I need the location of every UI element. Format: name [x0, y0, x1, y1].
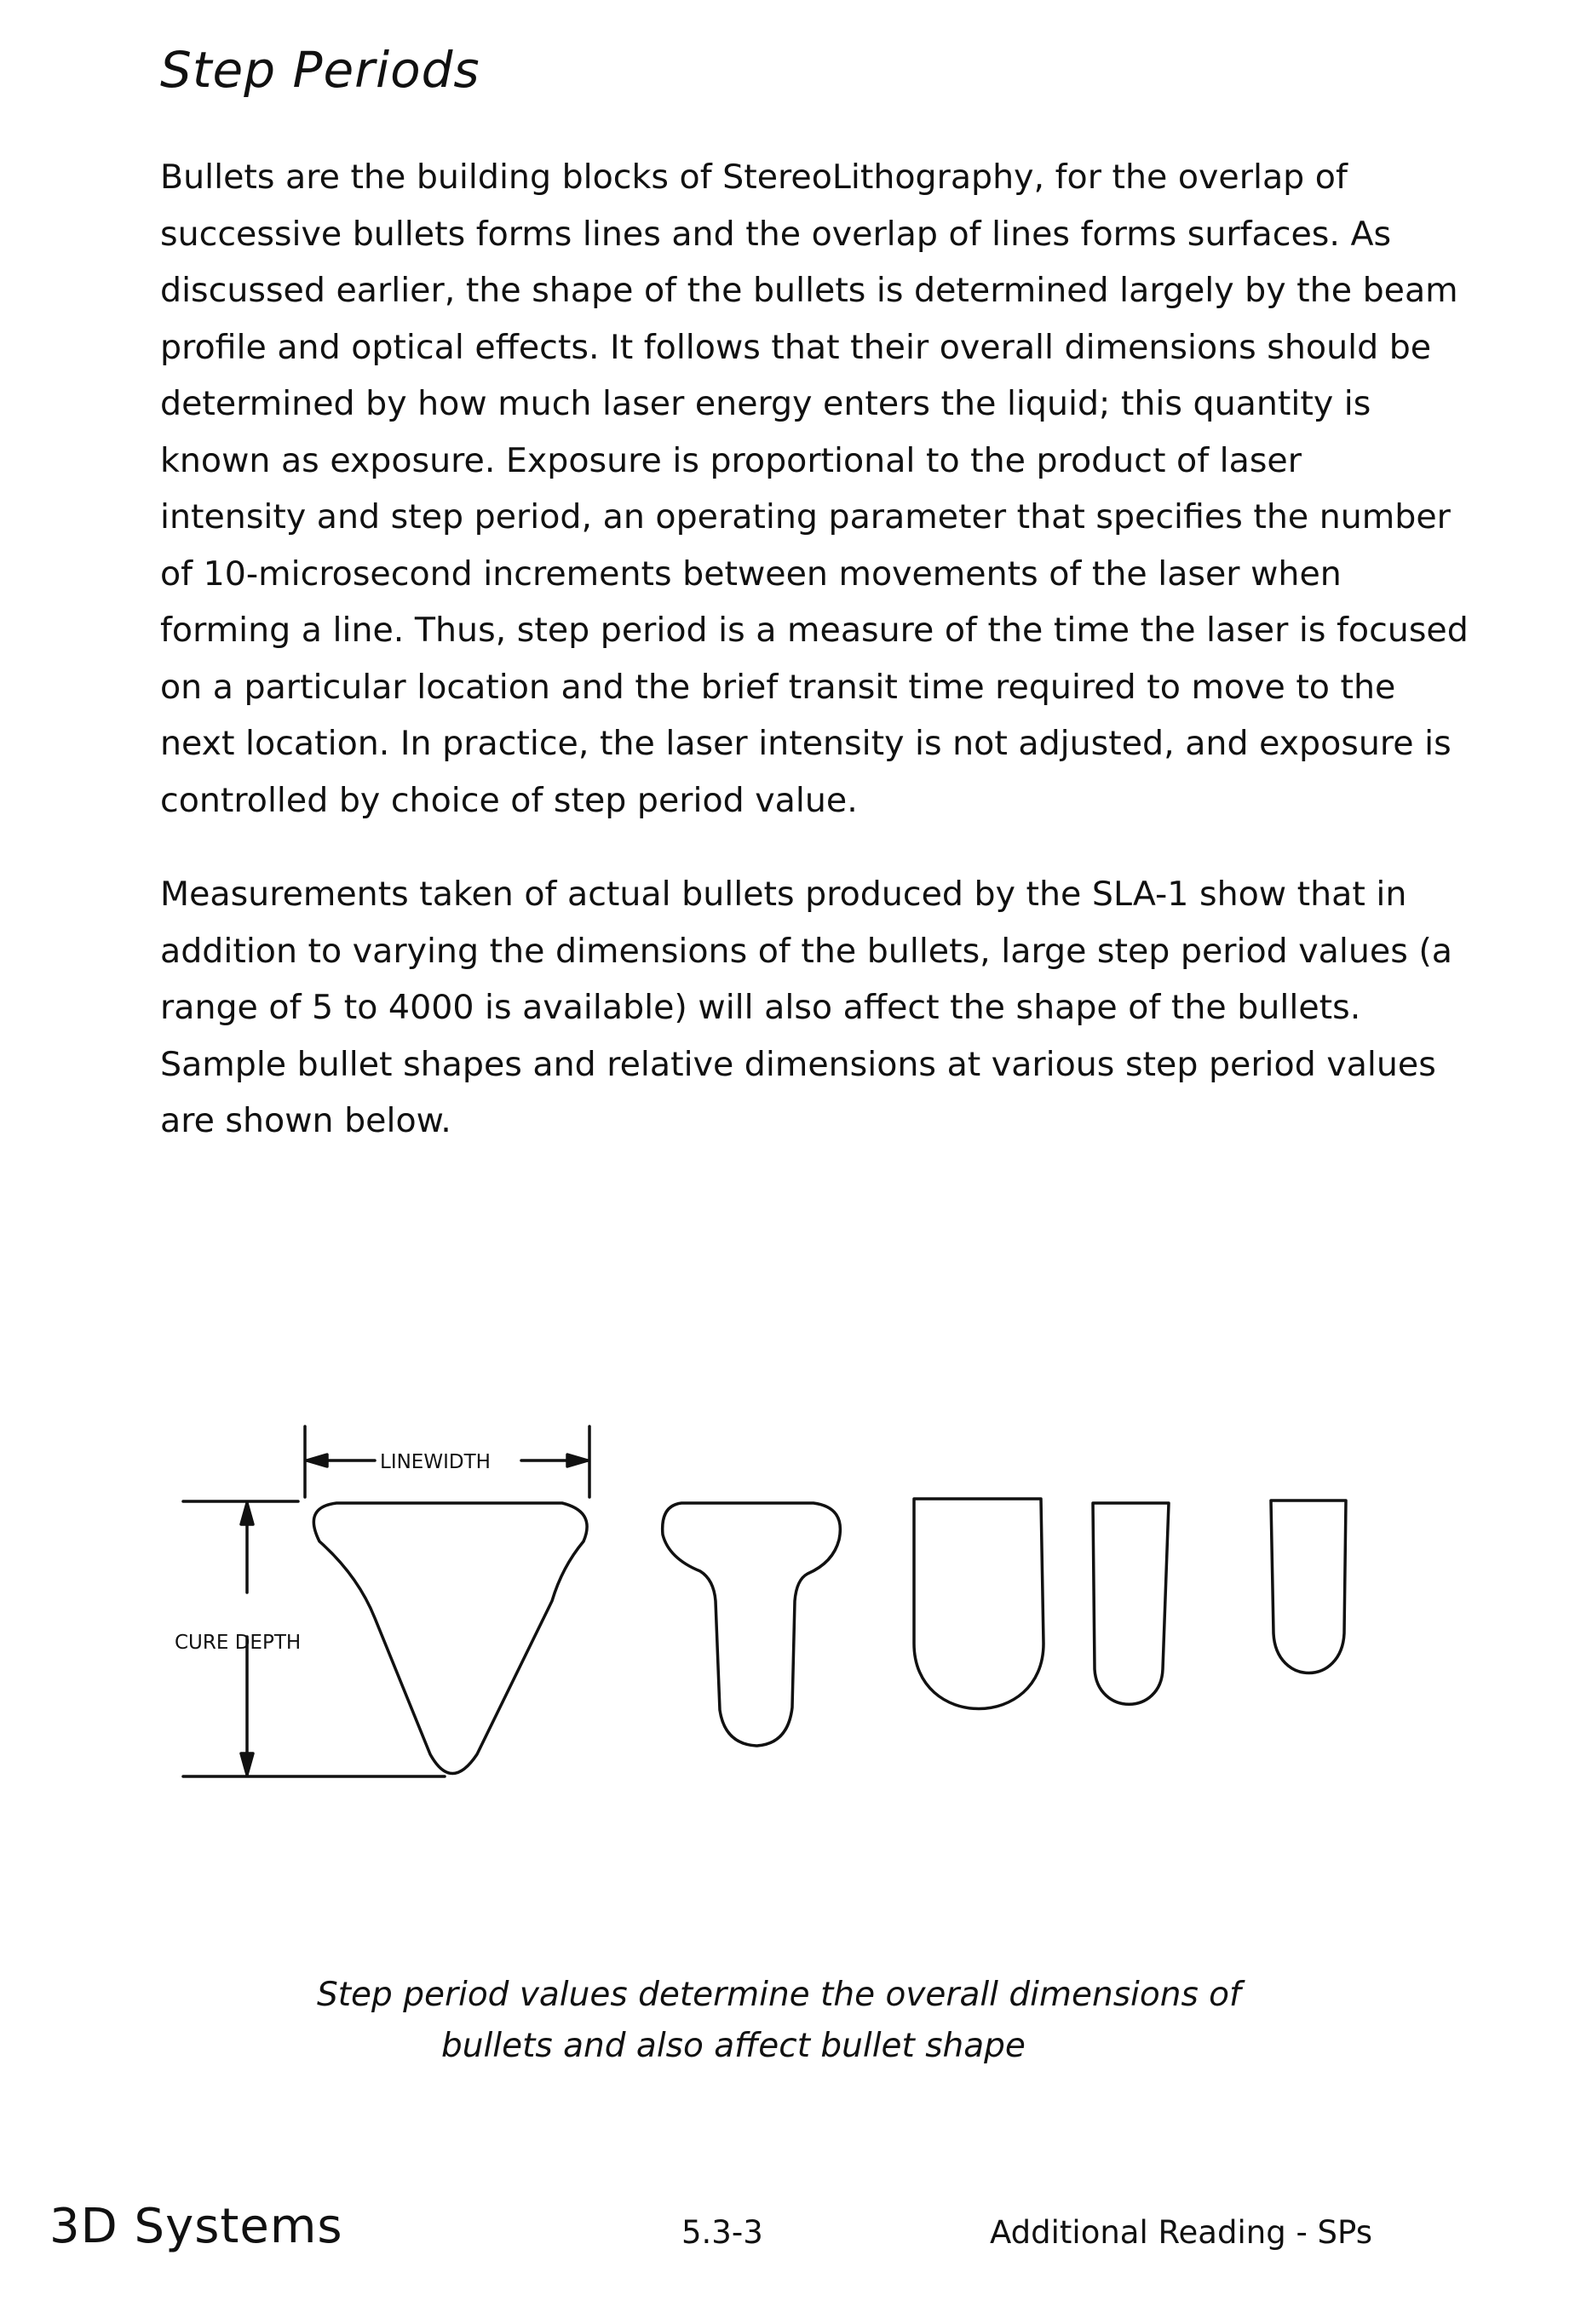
text-line: determined by how much laser energy enters the liquid; this quantity is: [160, 376, 1489, 433]
footer-page-number: 5.3-3: [681, 2214, 763, 2251]
text-line: forming a line. Thus, step period is a measure of the time the laser is focused: [160, 602, 1489, 659]
bullet-shape-2: [663, 1503, 841, 1746]
cure-depth-label: CURE DEPTH: [175, 1632, 301, 1654]
bullet-diagram: [0, 1397, 1581, 1805]
bullet-shape-4: [1093, 1503, 1169, 1704]
text-line: known as exposure. Exposure is proportional to the product of laser: [160, 433, 1489, 490]
text-line: of 10-microsecond increments between movements of the laser when: [160, 546, 1489, 603]
page-title: Step Periods: [160, 41, 480, 99]
linewidth-arrowhead-right: [567, 1455, 588, 1466]
footer-brand: 3D Systems: [49, 2199, 343, 2254]
bullet-shape-3: [914, 1499, 1043, 1709]
bullet-shape-1: [313, 1503, 587, 1774]
text-line: are shown below.: [160, 1093, 1489, 1150]
text-line: addition to varying the dimensions of the bullets, large step period values (a: [160, 923, 1489, 980]
text-line: successive bullets forms lines and the overlap of lines forms surfaces. As: [160, 206, 1489, 263]
linewidth-label: LINEWIDTH: [380, 1451, 491, 1473]
text-line: intensity and step period, an operating parameter that specifies the number: [160, 489, 1489, 546]
footer-section-title: Additional Reading - SPs: [990, 2214, 1372, 2251]
figure-caption-line-1: Step period values determine the overall dimensions of: [317, 1976, 1241, 2014]
text-line: next location. In practice, the laser intensity is not adjusted, and exposure is: [160, 715, 1489, 772]
text-line: profile and optical effects. It follows that their overall dimensions should be: [160, 319, 1489, 376]
cure-depth-arrowhead-top: [241, 1503, 253, 1524]
linewidth-arrowhead-left: [307, 1455, 327, 1466]
text-line: controlled by choice of step period value.: [160, 772, 1489, 829]
text-line: Bullets are the building blocks of StereoLithography, for the overlap of: [160, 149, 1489, 206]
text-line: Measurements taken of actual bullets produced by the SLA-1 show that in: [160, 866, 1489, 923]
text-line: on a particular location and the brief transit time required to move to the: [160, 659, 1489, 716]
cure-depth-arrowhead-bottom: [241, 1753, 253, 1775]
text-line: range of 5 to 4000 is available) will also affect the shape of the bullets.: [160, 979, 1489, 1036]
bullet-shapes-figure: [0, 1397, 1581, 1805]
paragraph-measurements: [160, 866, 1489, 1150]
text-line: discussed earlier, the shape of the bullets is determined largely by the beam: [160, 262, 1489, 319]
text-line: Sample bullet shapes and relative dimensions at various step period values: [160, 1036, 1489, 1093]
paragraph-step-periods-intro: [160, 149, 1489, 829]
figure-caption-line-2: bullets and also affect bullet shape: [441, 2027, 1026, 2065]
bullet-shape-5: [1271, 1501, 1346, 1673]
